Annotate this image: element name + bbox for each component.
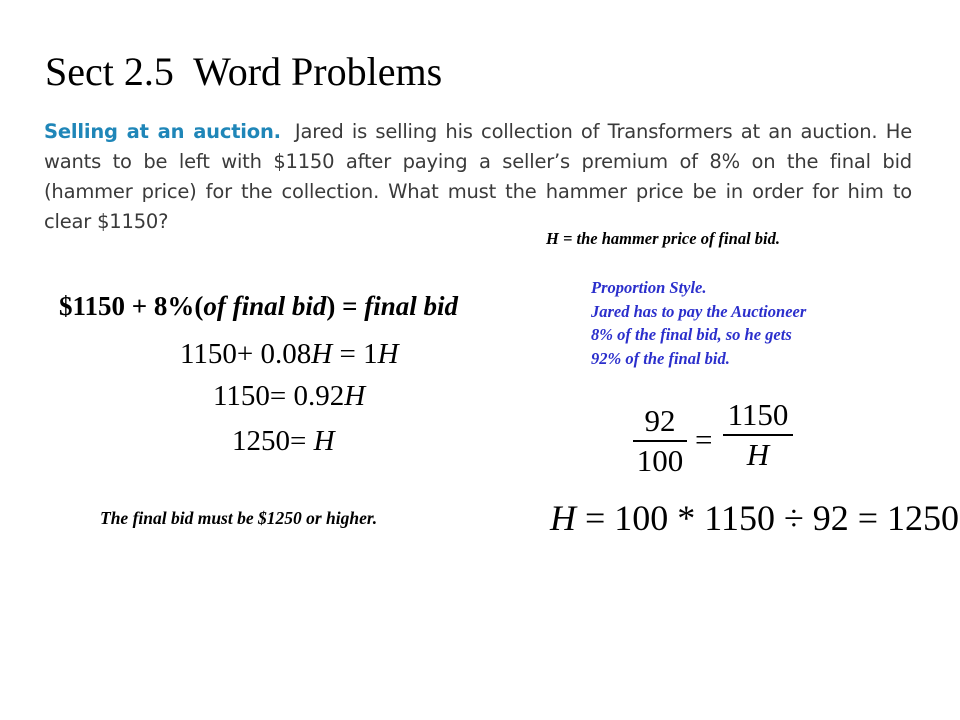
step1-mid: = 1 bbox=[332, 338, 378, 370]
step1-lhs: 1150+ 0.08 bbox=[180, 338, 312, 370]
problem-body: Jared is selling his collection of Transformers at an auction. He wants to be left with $1150 after paying a seller’s premium of 8% on the final bid (hammer price) for the collection. What must the hammer price be in order for him to clear $1150? bbox=[44, 120, 912, 233]
proportion-note-line: 92% of the final bid. bbox=[591, 348, 730, 368]
proportion-note-line: 8% of the final bid, so he gets bbox=[591, 325, 792, 344]
problem-heading: Selling at an auction. bbox=[44, 120, 281, 143]
right-denominator-var: H bbox=[746, 436, 770, 472]
step2-lhs: 1150= 0.92 bbox=[213, 380, 345, 412]
proportion-equals: = bbox=[695, 422, 713, 457]
equation-step-3 bbox=[232, 425, 335, 458]
word-equation-part: $1150 + 8%( bbox=[59, 291, 204, 321]
right-fraction bbox=[723, 398, 793, 472]
fraction-bar bbox=[633, 440, 687, 442]
left-denominator: 100 bbox=[636, 442, 684, 478]
variable-definition: H = the hammer price of final bid. bbox=[546, 229, 780, 248]
step1-var: H bbox=[377, 338, 399, 370]
step2-var: H bbox=[344, 380, 366, 412]
final-calc-expr: = 100 * 1150 ÷ 92 = 1250 bbox=[576, 498, 960, 538]
slide-title: Sect 2.5 Word Problems bbox=[45, 49, 443, 94]
proportion-note-line: Jared has to pay the Auctioneer bbox=[591, 301, 807, 321]
problem-statement bbox=[44, 117, 912, 237]
word-equation-italic: of final bid bbox=[203, 291, 327, 321]
right-numerator: 1150 bbox=[727, 397, 789, 432]
final-calc-var: H bbox=[550, 498, 576, 538]
conclusion: The final bid must be $1250 or higher. bbox=[100, 508, 378, 528]
proportion-equation bbox=[633, 397, 793, 484]
right-denominator bbox=[723, 438, 793, 472]
equation-step-2 bbox=[213, 380, 365, 413]
step3-lhs: 1250= bbox=[232, 425, 314, 457]
word-equation bbox=[59, 291, 458, 322]
word-equation-part: ) = bbox=[326, 291, 365, 321]
fraction-bar bbox=[723, 434, 793, 436]
equation-step-1 bbox=[180, 338, 399, 371]
left-fraction bbox=[633, 404, 687, 478]
proportion-note bbox=[591, 276, 806, 370]
proportion-note-line: Proportion Style. bbox=[591, 278, 707, 297]
step1-var: H bbox=[311, 338, 333, 370]
final-calculation bbox=[550, 497, 959, 539]
step3-var: H bbox=[313, 425, 335, 457]
left-numerator: 92 bbox=[644, 403, 676, 438]
word-equation-italic: final bid bbox=[364, 291, 459, 321]
